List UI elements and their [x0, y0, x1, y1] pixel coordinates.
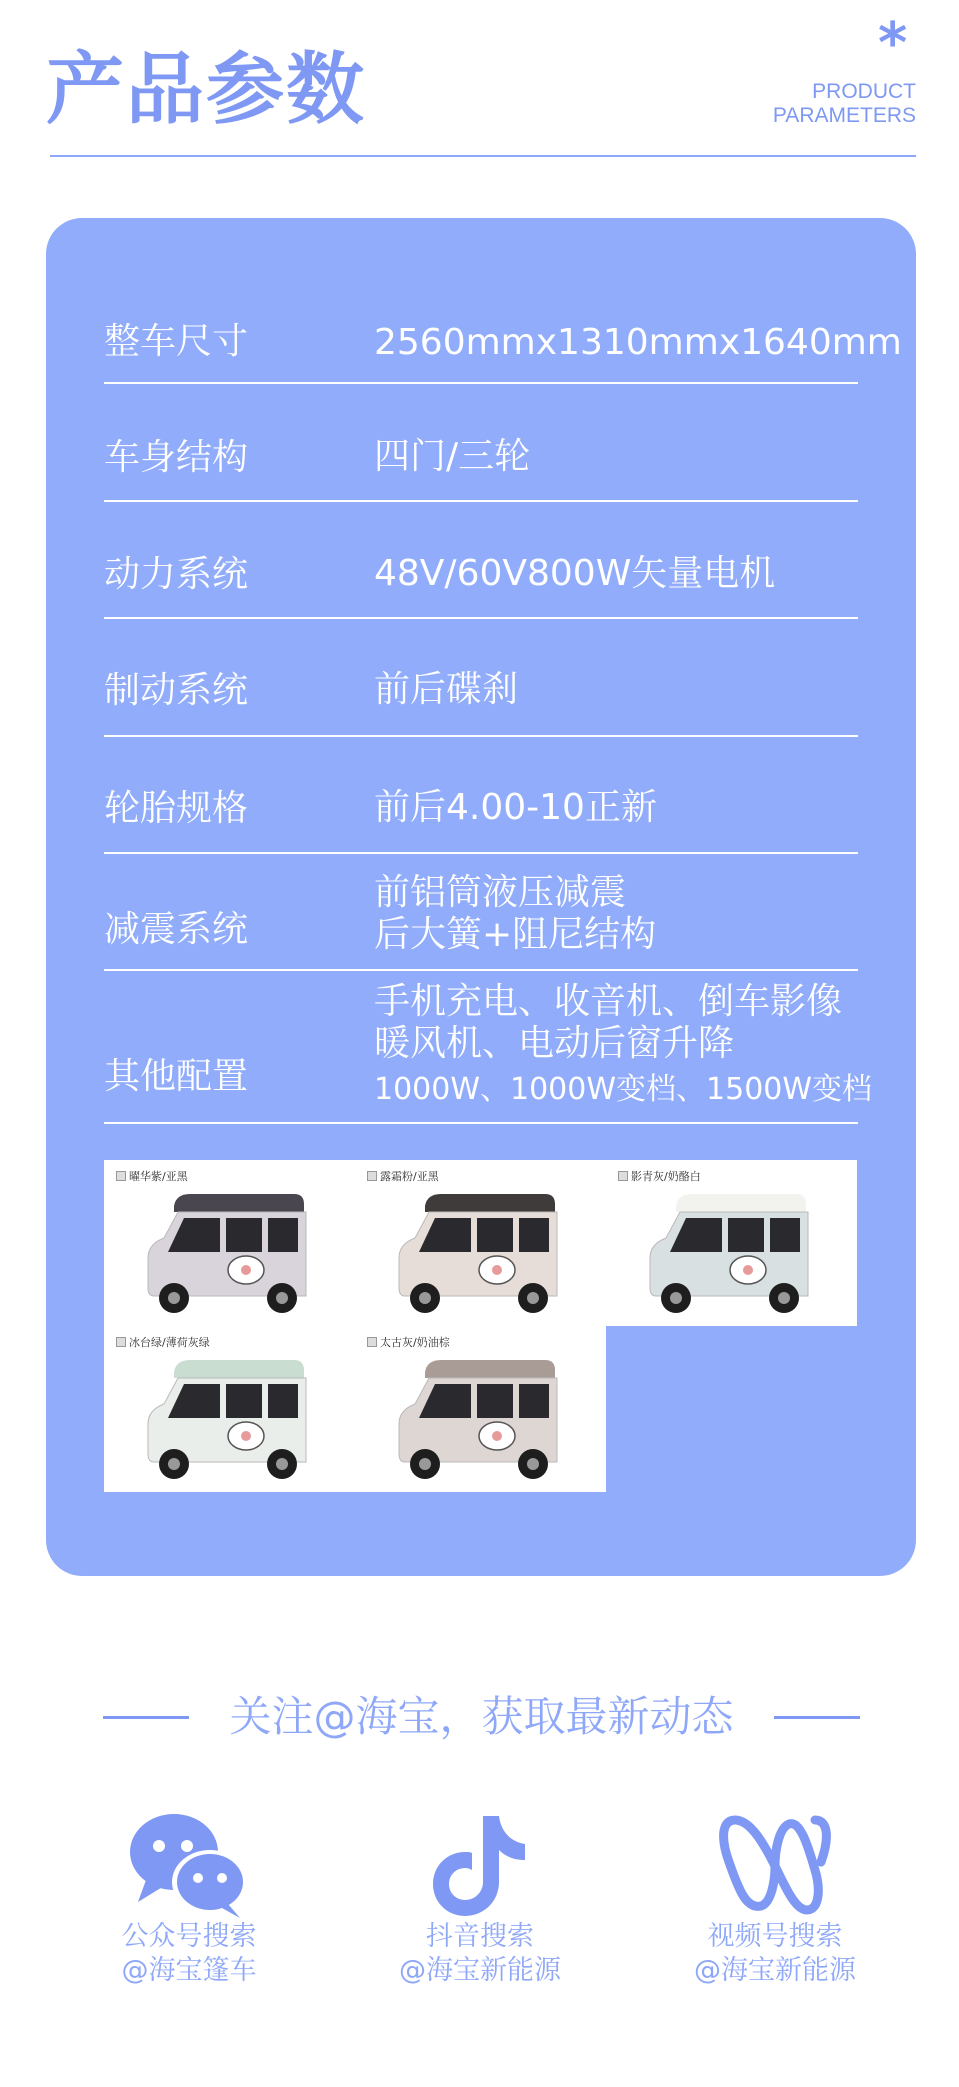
vehicle-front-hub [419, 1292, 431, 1304]
spec-row-tire [104, 735, 858, 854]
spec-value: 手机充电、收音机、倒车影像 [374, 981, 843, 1022]
color-option [606, 1160, 857, 1326]
vehicle-side-window [477, 1384, 513, 1418]
vehicle-roof [174, 1194, 304, 1212]
color-option-label: 冰台绿/薄荷灰绿 [116, 1334, 210, 1350]
social-account: @海宝篷车 [121, 1955, 257, 1986]
vehicle-rear-window [519, 1384, 549, 1418]
vehicle-image [385, 1178, 575, 1320]
vehicle-rear-hub [276, 1292, 288, 1304]
vehicle-image [134, 1178, 324, 1320]
spec-row-other [104, 969, 873, 1124]
spec-label: 车身结构 [104, 437, 249, 478]
header-divider [50, 155, 916, 157]
spec-value: 前后碟刹 [374, 669, 519, 710]
vehicle-roof [425, 1194, 555, 1212]
vehicle-front-hub [168, 1292, 180, 1304]
vehicle-side-window [226, 1218, 262, 1252]
color-options-grid [104, 1160, 858, 1494]
spec-label: 轮胎规格 [104, 788, 249, 829]
spec-value: 后大簧+阻尼结构 [374, 914, 657, 955]
vehicle-roof [425, 1360, 555, 1378]
spec-label: 动力系统 [104, 554, 249, 595]
spec-label: 制动系统 [104, 670, 249, 711]
follow-banner [103, 1692, 860, 1742]
spec-value: 1000W、1000W变档、1500W变档 [374, 1072, 873, 1107]
spec-card [46, 218, 916, 1576]
social-label: 公众号搜索 [121, 1921, 257, 1952]
color-option [355, 1160, 606, 1326]
color-option-label: 露霜粉/亚黑 [367, 1168, 439, 1184]
asterisk-mark: * [878, 11, 908, 76]
social-label: 视频号搜索 [707, 1921, 843, 1952]
color-option [104, 1326, 355, 1492]
page-title: 产品参数 [46, 45, 367, 135]
vehicle-decal-dot [241, 1265, 251, 1275]
color-option-label: 影青灰/奶酪白 [618, 1168, 701, 1184]
spec-row-brake [104, 617, 858, 737]
vehicle-rear-window [519, 1218, 549, 1252]
social-douyin[interactable] [360, 1810, 600, 1988]
vehicle-rear-hub [527, 1458, 539, 1470]
spec-value: 2560mmx1310mmx1640mm [374, 322, 902, 363]
social-wechat[interactable] [69, 1810, 309, 1988]
spec-row-size [104, 302, 902, 384]
subtitle-line-2: PARAMETERS [772, 104, 916, 127]
vehicle-side-window [226, 1384, 262, 1418]
vehicle-rear-window [268, 1218, 298, 1252]
vehicle-side-window [477, 1218, 513, 1252]
vehicle-front-hub [168, 1458, 180, 1470]
spec-row-body [104, 382, 858, 502]
spec-value: 暖风机、电动后窗升降 [374, 1023, 735, 1064]
wechat-icon [124, 1810, 254, 1920]
spec-value: 48V/60V800W矢量电机 [374, 553, 776, 594]
vehicle-front-hub [419, 1458, 431, 1470]
spec-value: 前铝筒液压减震 [374, 872, 627, 913]
spec-label: 整车尺寸 [104, 321, 249, 362]
channels-icon [715, 1810, 835, 1920]
page-subtitle [773, 80, 916, 128]
vehicle-rear-hub [276, 1458, 288, 1470]
vehicle-decal-dot [492, 1265, 502, 1275]
douyin-icon [425, 1810, 535, 1920]
color-option [104, 1160, 355, 1326]
vehicle-decal-dot [743, 1265, 753, 1275]
vehicle-rear-hub [527, 1292, 539, 1304]
vehicle-image [636, 1178, 826, 1320]
follow-text: 关注@海宝，获取最新动态 [229, 1692, 734, 1741]
spec-value: 前后4.00-10正新 [374, 787, 657, 828]
vehicle-side-window [728, 1218, 764, 1252]
subtitle-line-1: PRODUCT [812, 80, 916, 103]
spec-row-suspension [104, 852, 858, 971]
color-option [355, 1326, 606, 1492]
social-label: 抖音搜索 [426, 1921, 534, 1952]
follow-line-right [774, 1716, 860, 1719]
vehicle-rear-window [268, 1384, 298, 1418]
color-option-label: 太古灰/奶油棕 [367, 1334, 450, 1350]
vehicle-rear-hub [778, 1292, 790, 1304]
social-channels[interactable] [655, 1810, 895, 1988]
spec-row-power [104, 500, 858, 619]
vehicle-decal-dot [492, 1431, 502, 1441]
vehicle-decal-dot [241, 1431, 251, 1441]
vehicle-image [385, 1344, 575, 1486]
vehicle-image [134, 1344, 324, 1486]
spec-value: 四门/三轮 [374, 436, 531, 477]
vehicle-roof [676, 1194, 806, 1212]
color-option-label: 曜华紫/亚黑 [116, 1168, 188, 1184]
social-account: @海宝新能源 [399, 1955, 561, 1986]
spec-label: 其他配置 [104, 1056, 249, 1097]
vehicle-roof [174, 1360, 304, 1378]
spec-label: 减震系统 [104, 909, 249, 950]
social-account: @海宝新能源 [694, 1955, 856, 1986]
vehicle-rear-window [770, 1218, 800, 1252]
vehicle-front-hub [670, 1292, 682, 1304]
